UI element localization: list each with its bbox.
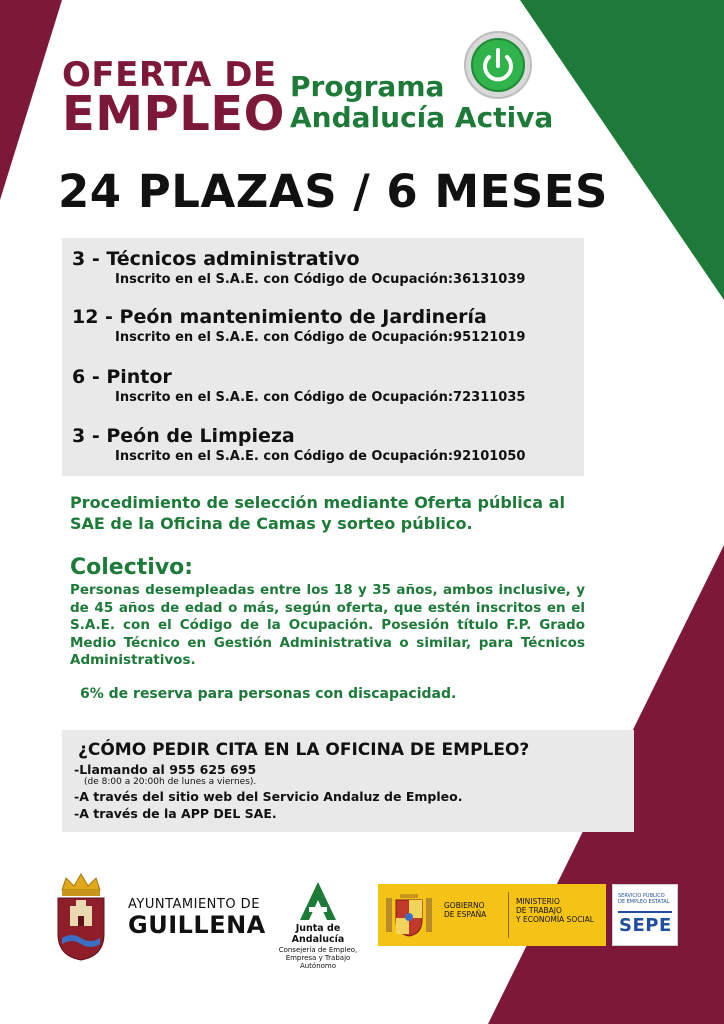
junta-andalucia-text	[268, 924, 368, 970]
sepe-small-text	[618, 893, 669, 905]
job-code: Inscrito en el S.A.E. con Código de Ocupación:72311035	[115, 390, 526, 405]
colectivo-text: Personas desempleadas entre los 18 y 35 años, ambos inclusive, y de 45 años de edad o más, según oferta, que estén inscritos en el S.A.E. con el Código de la Ocupación. Posesión título F.P. Grado Medio Técnico en Gestión Administrativa o similar, para Técnicos Administrativos.	[70, 582, 585, 669]
junta-name: Junta de Andalucía	[291, 923, 345, 945]
jobs-box	[62, 238, 584, 476]
gobierno-line-2: DE ESPAÑA	[444, 910, 487, 919]
spain-coat-of-arms-icon	[384, 890, 434, 940]
oferta-line-2: EMPLEO	[62, 86, 285, 142]
ayuntamiento-logo-text	[128, 898, 266, 939]
colectivo-title: Colectivo:	[70, 555, 194, 580]
appointment-hours: (de 8:00 a 20:00h de lunes a viernes).	[84, 777, 257, 787]
ayuntamiento-line-1: AYUNTAMIENTO DE	[128, 897, 260, 912]
job-title: 12 - Peón mantenimiento de Jardinería	[72, 306, 487, 328]
sepe-small-line-2: DE EMPLEO ESTATAL	[618, 899, 670, 905]
job-code: Inscrito en el S.A.E. con Código de Ocupación:36131039	[115, 272, 526, 287]
junta-dept-line-2: Empresa y Trabajo Autónomo	[285, 953, 351, 970]
oferta-line-1: OFERTA DE	[62, 55, 277, 95]
job-item	[72, 366, 525, 405]
sepe-name: SEPE	[619, 915, 672, 936]
job-code: Inscrito en el S.A.E. con Código de Ocupación:92101050	[115, 449, 526, 464]
selection-procedure: Procedimiento de selección mediante Oferta pública al SAE de la Oficina de Camas y sorteo público.	[70, 493, 565, 533]
programa-line-1: Programa	[290, 70, 445, 103]
appointment-title: ¿CÓMO PEDIR CITA EN LA OFICINA DE EMPLEO?	[78, 740, 530, 760]
gobierno-espana-logo	[378, 884, 606, 946]
appointment-app: -A través de la APP DEL SAE.	[74, 806, 277, 821]
job-item	[72, 306, 525, 345]
gobierno-text	[444, 901, 486, 919]
gobierno-divider	[508, 892, 509, 938]
programa-line-2: Andalucía Activa	[290, 100, 554, 134]
disability-reserve: 6% de reserva para personas con discapacidad.	[80, 686, 457, 702]
junta-andalucia-a-icon	[296, 880, 340, 922]
job-title: 3 - Técnicos administrativo	[72, 248, 360, 270]
plazas-headline: 24 PLAZAS / 6 MESES	[58, 165, 608, 218]
junta-dept-line-1: Consejería de Empleo,	[278, 945, 358, 954]
appointment-web: -A través del sitio web del Servicio Andaluz de Empleo.	[74, 789, 463, 804]
footer-logos	[0, 860, 724, 970]
sepe-logo	[612, 884, 678, 946]
oferta-de-empleo-title	[62, 55, 285, 142]
maroon-top-left-triangle	[0, 0, 62, 200]
ministerio-line-1: MINISTERIO	[516, 897, 560, 906]
job-item	[72, 425, 525, 464]
appointment-phone: -Llamando al 955 625 695	[74, 762, 257, 777]
sepe-rule	[618, 911, 672, 913]
job-item	[72, 248, 525, 287]
job-title: 6 - Pintor	[72, 366, 172, 388]
ministerio-text	[516, 897, 594, 924]
appointment-box	[62, 730, 634, 832]
job-code: Inscrito en el S.A.E. con Código de Ocupación:95121019	[115, 330, 526, 345]
job-title: 3 - Peón de Limpieza	[72, 425, 295, 447]
gobierno-line-1: GOBIERNO	[444, 901, 485, 910]
sepe-small-line-1: SERVICIO PÚBLICO	[618, 893, 665, 899]
ministerio-line-2: DE TRABAJO	[516, 906, 562, 915]
ministerio-line-3: Y ECONOMÍA SOCIAL	[516, 915, 594, 924]
guillena-crest-icon	[52, 872, 110, 962]
programa-andalucia-activa	[290, 72, 553, 134]
ayuntamiento-line-2: GUILLENA	[128, 911, 266, 940]
